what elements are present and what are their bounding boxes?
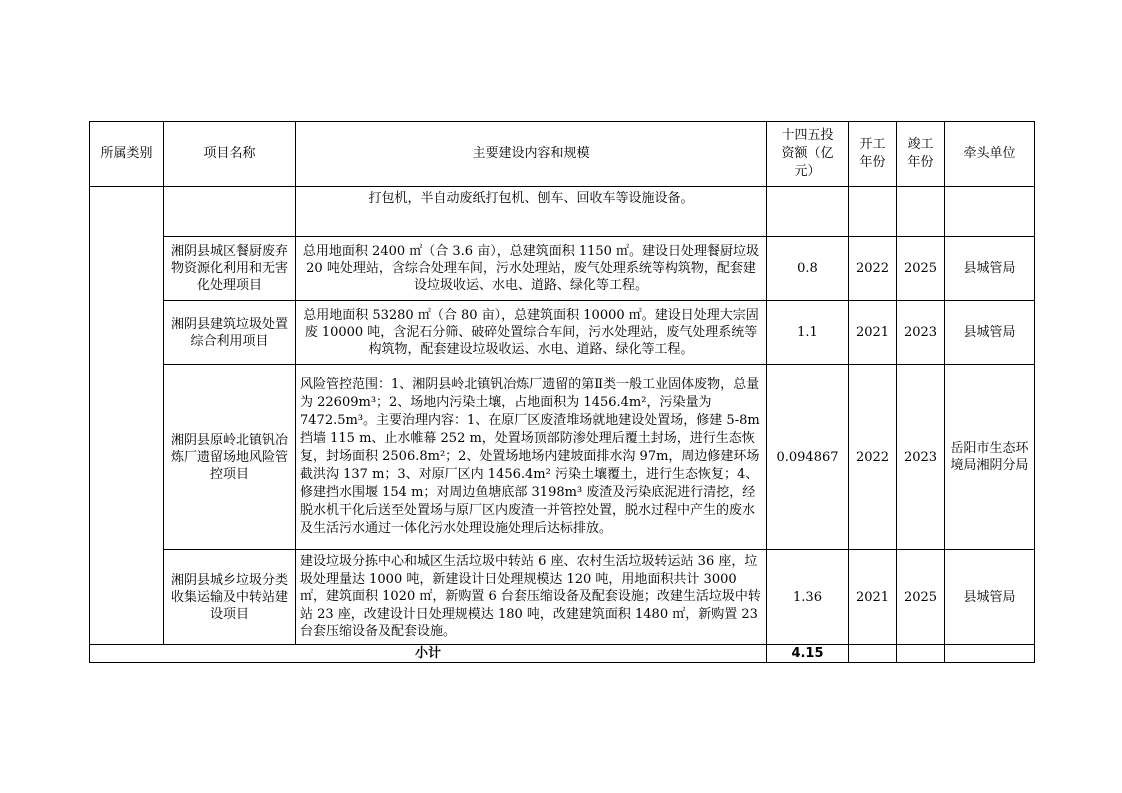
table-row <box>90 365 1035 550</box>
start-year: 2021 <box>849 550 897 645</box>
end-year: 2025 <box>897 237 945 301</box>
end-year: 2025 <box>897 550 945 645</box>
table-row <box>90 550 1035 645</box>
total-unit-empty <box>945 645 1035 663</box>
start-year: 2021 <box>849 301 897 365</box>
project-name: 湘阴县建筑垃圾处置综合利用项目 <box>164 301 296 365</box>
total-start-empty <box>849 645 897 663</box>
header-project: 项目名称 <box>164 122 296 187</box>
category-cell <box>90 187 164 645</box>
end-year <box>897 187 945 237</box>
lead-unit: 县城管局 <box>945 301 1035 365</box>
investment-value <box>767 187 849 237</box>
lead-unit: 岳阳市生态环境局湘阴分局 <box>945 365 1035 550</box>
end-year: 2023 <box>897 365 945 550</box>
investment-value: 0.8 <box>767 237 849 301</box>
end-year: 2023 <box>897 301 945 365</box>
table-row <box>90 237 1035 301</box>
header-category: 所属类别 <box>90 122 164 187</box>
lead-unit: 县城管局 <box>945 550 1035 645</box>
start-year: 2022 <box>849 237 897 301</box>
header-investment: 十四五投资额（亿元） <box>767 122 849 187</box>
lead-unit <box>945 187 1035 237</box>
header-row <box>90 122 1035 187</box>
lead-unit: 县城管局 <box>945 237 1035 301</box>
header-end-year: 竣工年份 <box>897 122 945 187</box>
table-row <box>90 301 1035 365</box>
project-content: 总用地面积 2400 ㎡（合 3.6 亩），总建筑面积 1150 ㎡。建设日处理餐厨垃圾 20 吨处理站，含综合处理车间，污水处理站，废气处理系统等构筑物，配套建设垃圾收运、水电、道路、绿化等工程。 <box>296 237 767 301</box>
total-label: 小计 <box>90 645 767 663</box>
project-name: 湘阴县原岭北镇钒冶炼厂遗留场地风险管控项目 <box>164 365 296 550</box>
project-content: 总用地面积 53280 ㎡（合 80 亩），总建筑面积 10000 ㎡。建设日处理大宗固废 10000 吨，含泥石分筛、破碎处置综合车间，污水处理站，废气处理系统等构筑物，配套建设垃圾收运、水电、道路、绿化等工程。 <box>296 301 767 365</box>
header-content: 主要建设内容和规模 <box>296 122 767 187</box>
project-content: 风险管控范围：1、湘阴县岭北镇钒冶炼厂遗留的第Ⅱ类一般工业固体废物，总量为 22609m³；2、场地内污染土壤，占地面积为 1456.4m²，污染量为 7472.5m³。主要治理内容：1、在原厂区废渣堆场就地建设处置场，修建 5-8m 挡墙 115 m、止水帷幕 252 m，处置场顶部防渗处理后覆土封场，进行生态恢复，封场面积 2506.8m²；2、处置场地场内建坡面排水沟 97m，周边修建环场截洪沟 137 m；3、对原厂区内 1456.4m² 污染土壤覆土，进行生态恢复；4、修建挡水围堰 154 m；对周边鱼塘底部 3198m³ 废渣及污染底泥进行清挖，经脱水机干化后送至处置场与原厂区内废渣一并管控处置，脱水过程中产生的废水及生活污水通过一体化污水处理设施处理后达标排放。 <box>296 365 767 550</box>
project-name: 湘阴县城区餐厨废弃物资源化利用和无害化处理项目 <box>164 237 296 301</box>
project-table <box>89 121 1035 663</box>
project-name <box>164 187 296 237</box>
header-lead-unit: 牵头单位 <box>945 122 1035 187</box>
project-content: 建设垃圾分拣中心和城区生活垃圾中转站 6 座、农村生活垃圾转运站 36 座，垃圾处理量达 1000 吨，新建设计日处理规模达 120 吨，用地面积共计 3000 ㎡，建筑面积 1020 ㎡，新购置 6 台套压缩设备及配套设施；改建生活垃圾中转站 23 座，改建设计日处理规模达 180 吨，改建建筑面积 1480 ㎡，新购置 23 台套压缩设备及配套设施。 <box>296 550 767 645</box>
total-row <box>90 645 1035 663</box>
investment-value: 1.1 <box>767 301 849 365</box>
investment-value: 0.094867 <box>767 365 849 550</box>
project-name: 湘阴县城乡垃圾分类收集运输及中转站建设项目 <box>164 550 296 645</box>
total-end-empty <box>897 645 945 663</box>
table-row <box>90 187 1035 237</box>
investment-value: 1.36 <box>767 550 849 645</box>
start-year: 2022 <box>849 365 897 550</box>
header-start-year: 开工年份 <box>849 122 897 187</box>
total-investment: 4.15 <box>767 645 849 663</box>
start-year <box>849 187 897 237</box>
project-content: 打包机，半自动废纸打包机、刨车、回收车等设施设备。 <box>296 187 767 237</box>
